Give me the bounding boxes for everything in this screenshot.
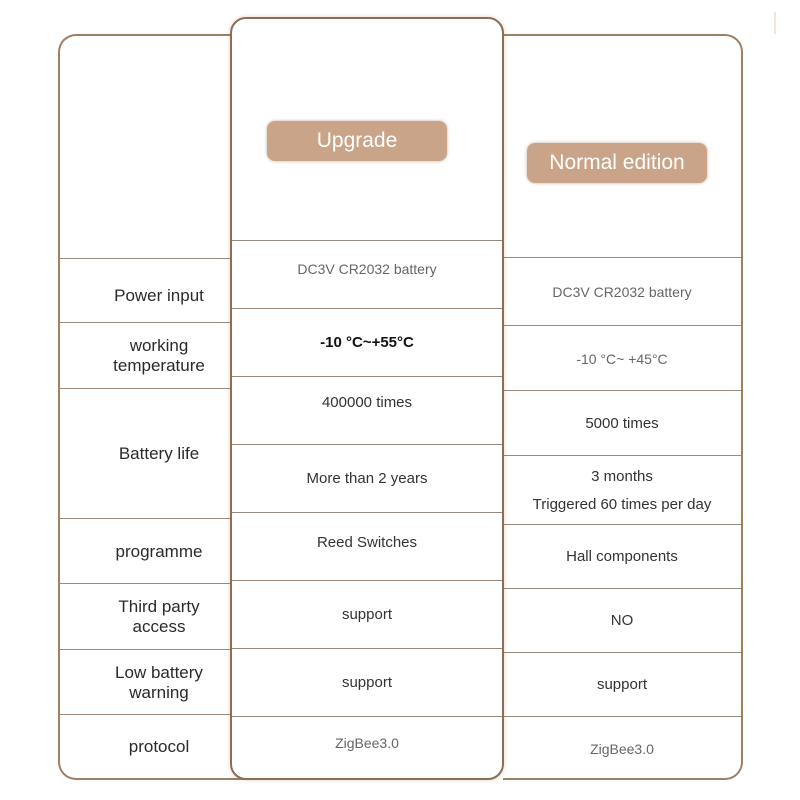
normal-edition-badge-label: Normal edition: [549, 151, 685, 174]
value-text: Hall components: [566, 548, 678, 565]
normal-programme: [503, 524, 741, 589]
normal-protocol: [503, 716, 741, 781]
normal-battery-duration: [503, 455, 741, 525]
value-text: ZigBee3.0: [335, 735, 399, 751]
value-text: -10 °C~+55°C: [320, 334, 414, 351]
upgrade-badge: [267, 121, 447, 161]
label-third-party-access: [60, 583, 258, 650]
value-text: Reed Switches: [316, 534, 418, 551]
normal-edition-column: [503, 34, 743, 780]
normal-edition-badge: [527, 143, 707, 183]
normal-low-battery-warning: [503, 652, 741, 717]
label-text: Low battery warning: [115, 662, 203, 702]
label-low-battery-warning: [60, 649, 258, 715]
label-text: Battery life: [118, 444, 200, 463]
value-text: 5000 times: [585, 414, 659, 432]
value-text: support: [596, 676, 648, 693]
label-text: Power input: [114, 286, 204, 305]
value-text: DC3V CR2032 battery: [552, 284, 692, 300]
label-text: protocol: [128, 737, 190, 756]
value-text: DC3V CR2032 battery: [297, 261, 437, 277]
upgrade-column: [230, 17, 504, 780]
normal-battery-cycles: [503, 390, 741, 456]
value-subtext: Triggered 60 times per day: [532, 495, 712, 513]
label-working-temperature: [60, 322, 258, 389]
upgrade-protocol: [232, 716, 502, 778]
value-text: support: [341, 606, 393, 623]
label-text: Third party access: [118, 597, 200, 636]
upgrade-working-temperature: [232, 308, 502, 377]
value-text: 3 months: [591, 467, 653, 485]
value-text: -10 °C~ +45°C: [576, 350, 668, 367]
upgrade-battery-cycles: [232, 376, 502, 444]
feature-label-column: [58, 34, 258, 780]
label-power-input: [60, 258, 258, 323]
label-text: programme: [115, 541, 203, 561]
normal-working-temperature: [503, 325, 741, 391]
value-text: NO: [610, 612, 634, 629]
label-battery-life: [60, 388, 258, 519]
upgrade-battery-duration: [232, 444, 502, 513]
value-text: support: [341, 674, 393, 691]
value-text: More than 2 years: [306, 470, 428, 487]
corner-mark: [774, 12, 776, 34]
upgrade-programme: [232, 512, 502, 580]
upgrade-badge-label: Upgrade: [316, 129, 398, 152]
value-text: ZigBee3.0: [590, 741, 654, 757]
upgrade-power-input: [232, 240, 502, 308]
upgrade-low-battery-warning: [232, 648, 502, 717]
label-programme: [60, 518, 258, 584]
upgrade-third-party-access: [232, 580, 502, 649]
value-text: 400000 times: [321, 394, 413, 411]
label-text: working temperature: [113, 336, 205, 375]
normal-third-party-access: [503, 588, 741, 653]
normal-power-input: [503, 257, 741, 326]
label-protocol: [60, 714, 258, 779]
